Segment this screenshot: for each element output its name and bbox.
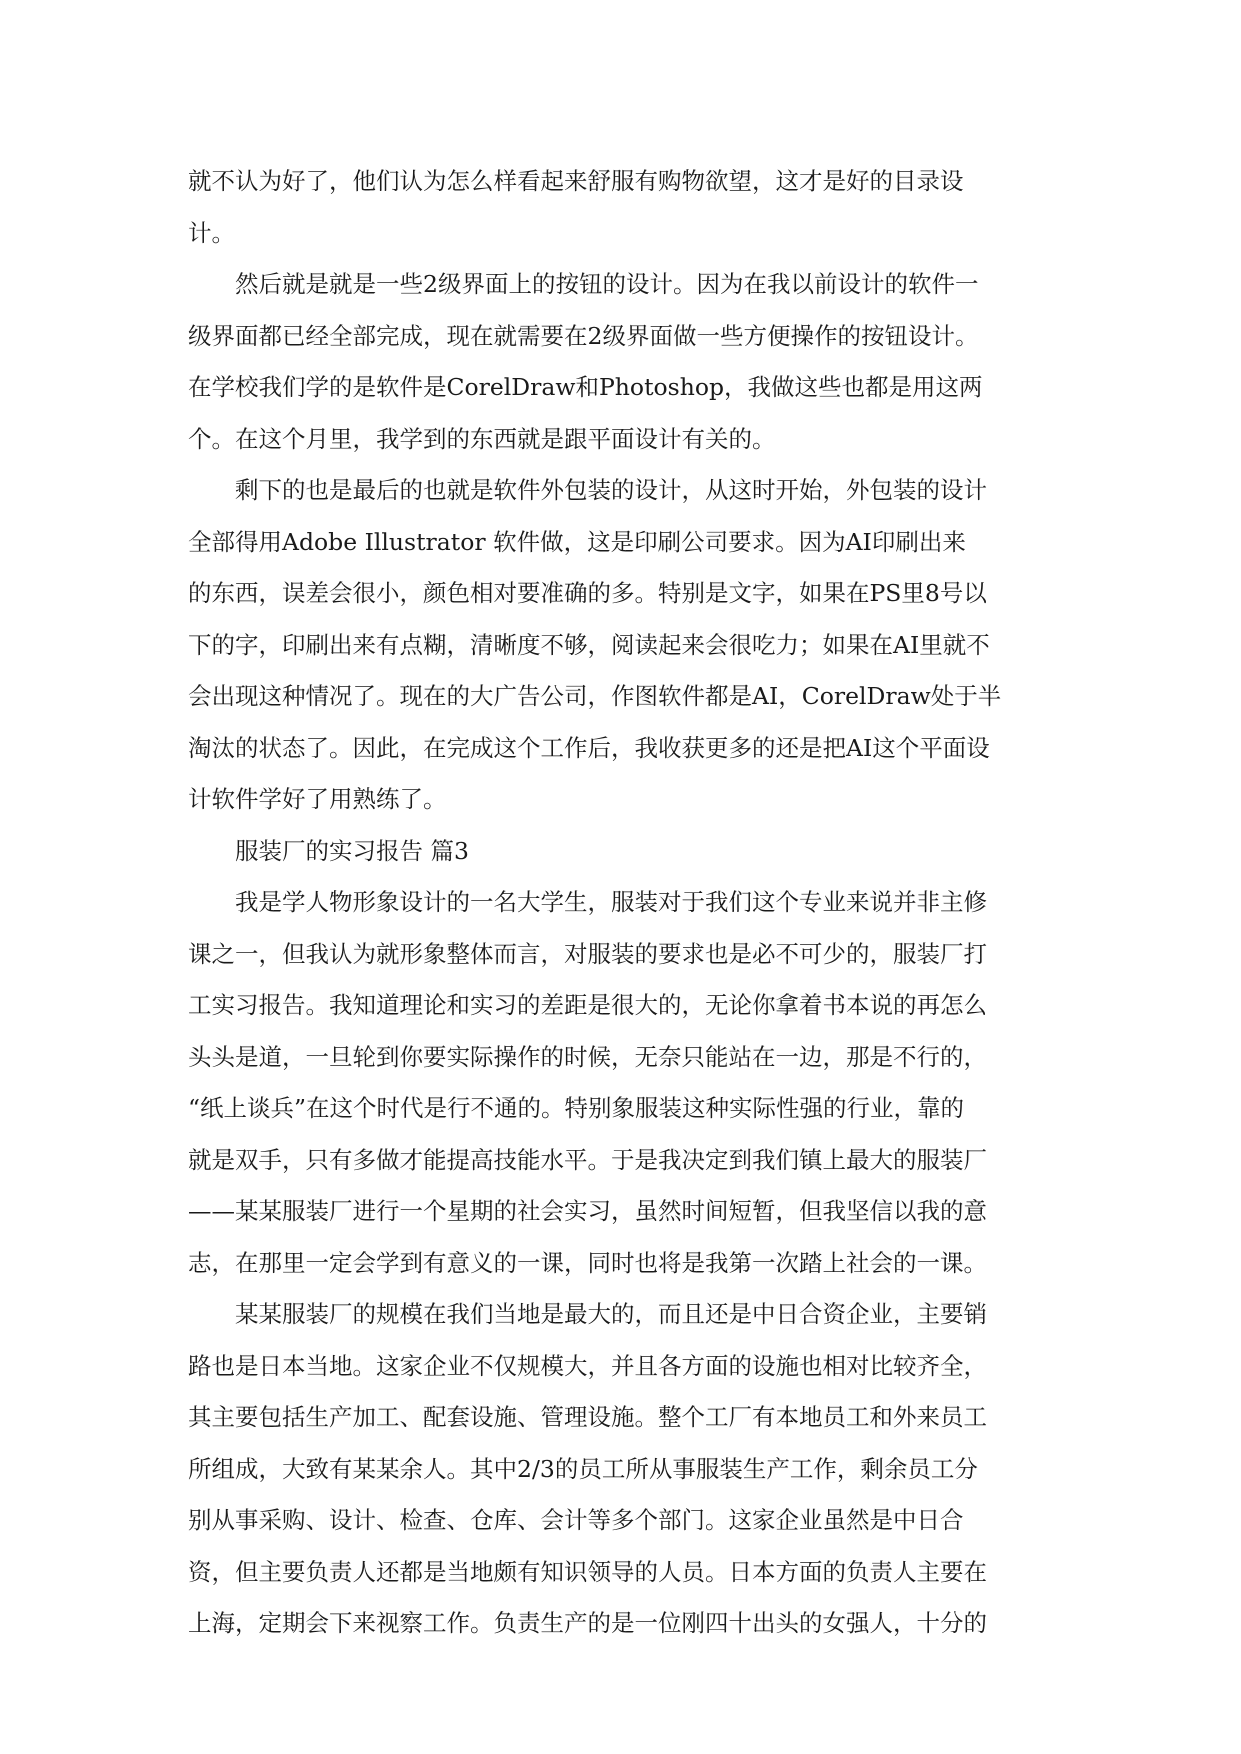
text-line: 其主要包括生产加工、配套设施、管理设施。整个工厂有本地员工和外来员工 bbox=[188, 1403, 987, 1431]
text-line: 计。 bbox=[188, 218, 235, 247]
text-line: 个。在这个月里，我学到的东西就是跟平面设计有关的。 bbox=[188, 424, 776, 453]
text-line: 某某服装厂的规模在我们当地是最大的，而且还是中日合资企业，主要销 bbox=[235, 1300, 987, 1328]
text-line: 级界面都已经全部完成，现在就需要在2级界面做一些方便操作的按钮设计。 bbox=[188, 321, 979, 350]
text-line: 资，但主要负责人还都是当地颇有知识领导的人员。日本方面的负责人主要在 bbox=[188, 1557, 987, 1586]
text-line: 就不认为好了，他们认为怎么样看起来舒服有购物欲望，这才是好的目录设 bbox=[188, 167, 964, 195]
text-line: 志，在那里一定会学到有意义的一课，同时也将是我第一次踏上社会的一课。 bbox=[188, 1248, 987, 1277]
text-line: 计软件学好了用熟练了。 bbox=[188, 785, 447, 813]
text-line: 别从事采购、设计、检查、仓库、会计等多个部门。这家企业虽然是中日合 bbox=[188, 1506, 964, 1534]
text-line: 全部得用Adobe Illustrator 软件做，这是印刷公司要求。因为AI印刷出来 bbox=[188, 527, 966, 556]
text-line: 就是双手，只有多做才能提高技能水平。于是我决定到我们镇上最大的服装厂 bbox=[188, 1145, 987, 1174]
text-line: 上海，定期会下来视察工作。负责生产的是一位刚四十出头的女强人，十分的 bbox=[188, 1609, 987, 1637]
text-line: 所组成，大致有某某余人。其中2/3的员工所从事服装生产工作，剩余员工分 bbox=[188, 1454, 978, 1483]
text-line: 会出现这种情况了。现在的大广告公司，作图软件都是AI，CorelDraw处于半 bbox=[188, 682, 1002, 710]
text-line: 路也是日本当地。这家企业不仅规模大，并且各方面的设施也相对比较齐全， bbox=[188, 1351, 987, 1380]
text-line: ——某某服装厂进行一个星期的社会实习，虽然时间短暂，但我坚信以我的意 bbox=[188, 1197, 987, 1225]
text-line: 下的字，印刷出来有点糊，清晰度不够，阅读起来会很吃力；如果在AI里就不 bbox=[188, 630, 990, 659]
text-line: “纸上谈兵”在这个时代是行不通的。特别象服装这种实际性强的行业，靠的 bbox=[188, 1094, 965, 1122]
text-line: 头头是道，一旦轮到你要实际操作的时候，无奈只能站在一边，那是不行的， bbox=[188, 1042, 987, 1071]
document-body bbox=[188, 156, 1054, 1650]
text-line: 淘汰的状态了。因此，在完成这个工作后，我收获更多的还是把AI这个平面设 bbox=[188, 733, 990, 762]
text-line: 课之一，但我认为就形象整体而言，对服装的要求也是必不可少的，服装厂打 bbox=[188, 939, 987, 968]
text-line: 的东西，误差会很小，颜色相对要准确的多。特别是文字，如果在PS里8号以 bbox=[188, 579, 987, 607]
text-line: 我是学人物形象设计的一名大学生，服装对于我们这个专业来说并非主修 bbox=[235, 888, 987, 916]
text-line: 然后就是就是一些2级界面上的按钮的设计。因为在我以前设计的软件一 bbox=[235, 270, 979, 298]
text-line: 工实习报告。我知道理论和实习的差距是很大的，无论你拿着书本说的再怎么 bbox=[188, 991, 987, 1019]
text-line: 剩下的也是最后的也就是软件外包装的设计，从这时开始，外包装的设计 bbox=[235, 476, 987, 504]
section-heading: 服装厂的实习报告 篇3 bbox=[235, 836, 469, 865]
text-line: 在学校我们学的是软件是CorelDraw和Photoshop，我做这些也都是用这两 bbox=[188, 373, 983, 401]
